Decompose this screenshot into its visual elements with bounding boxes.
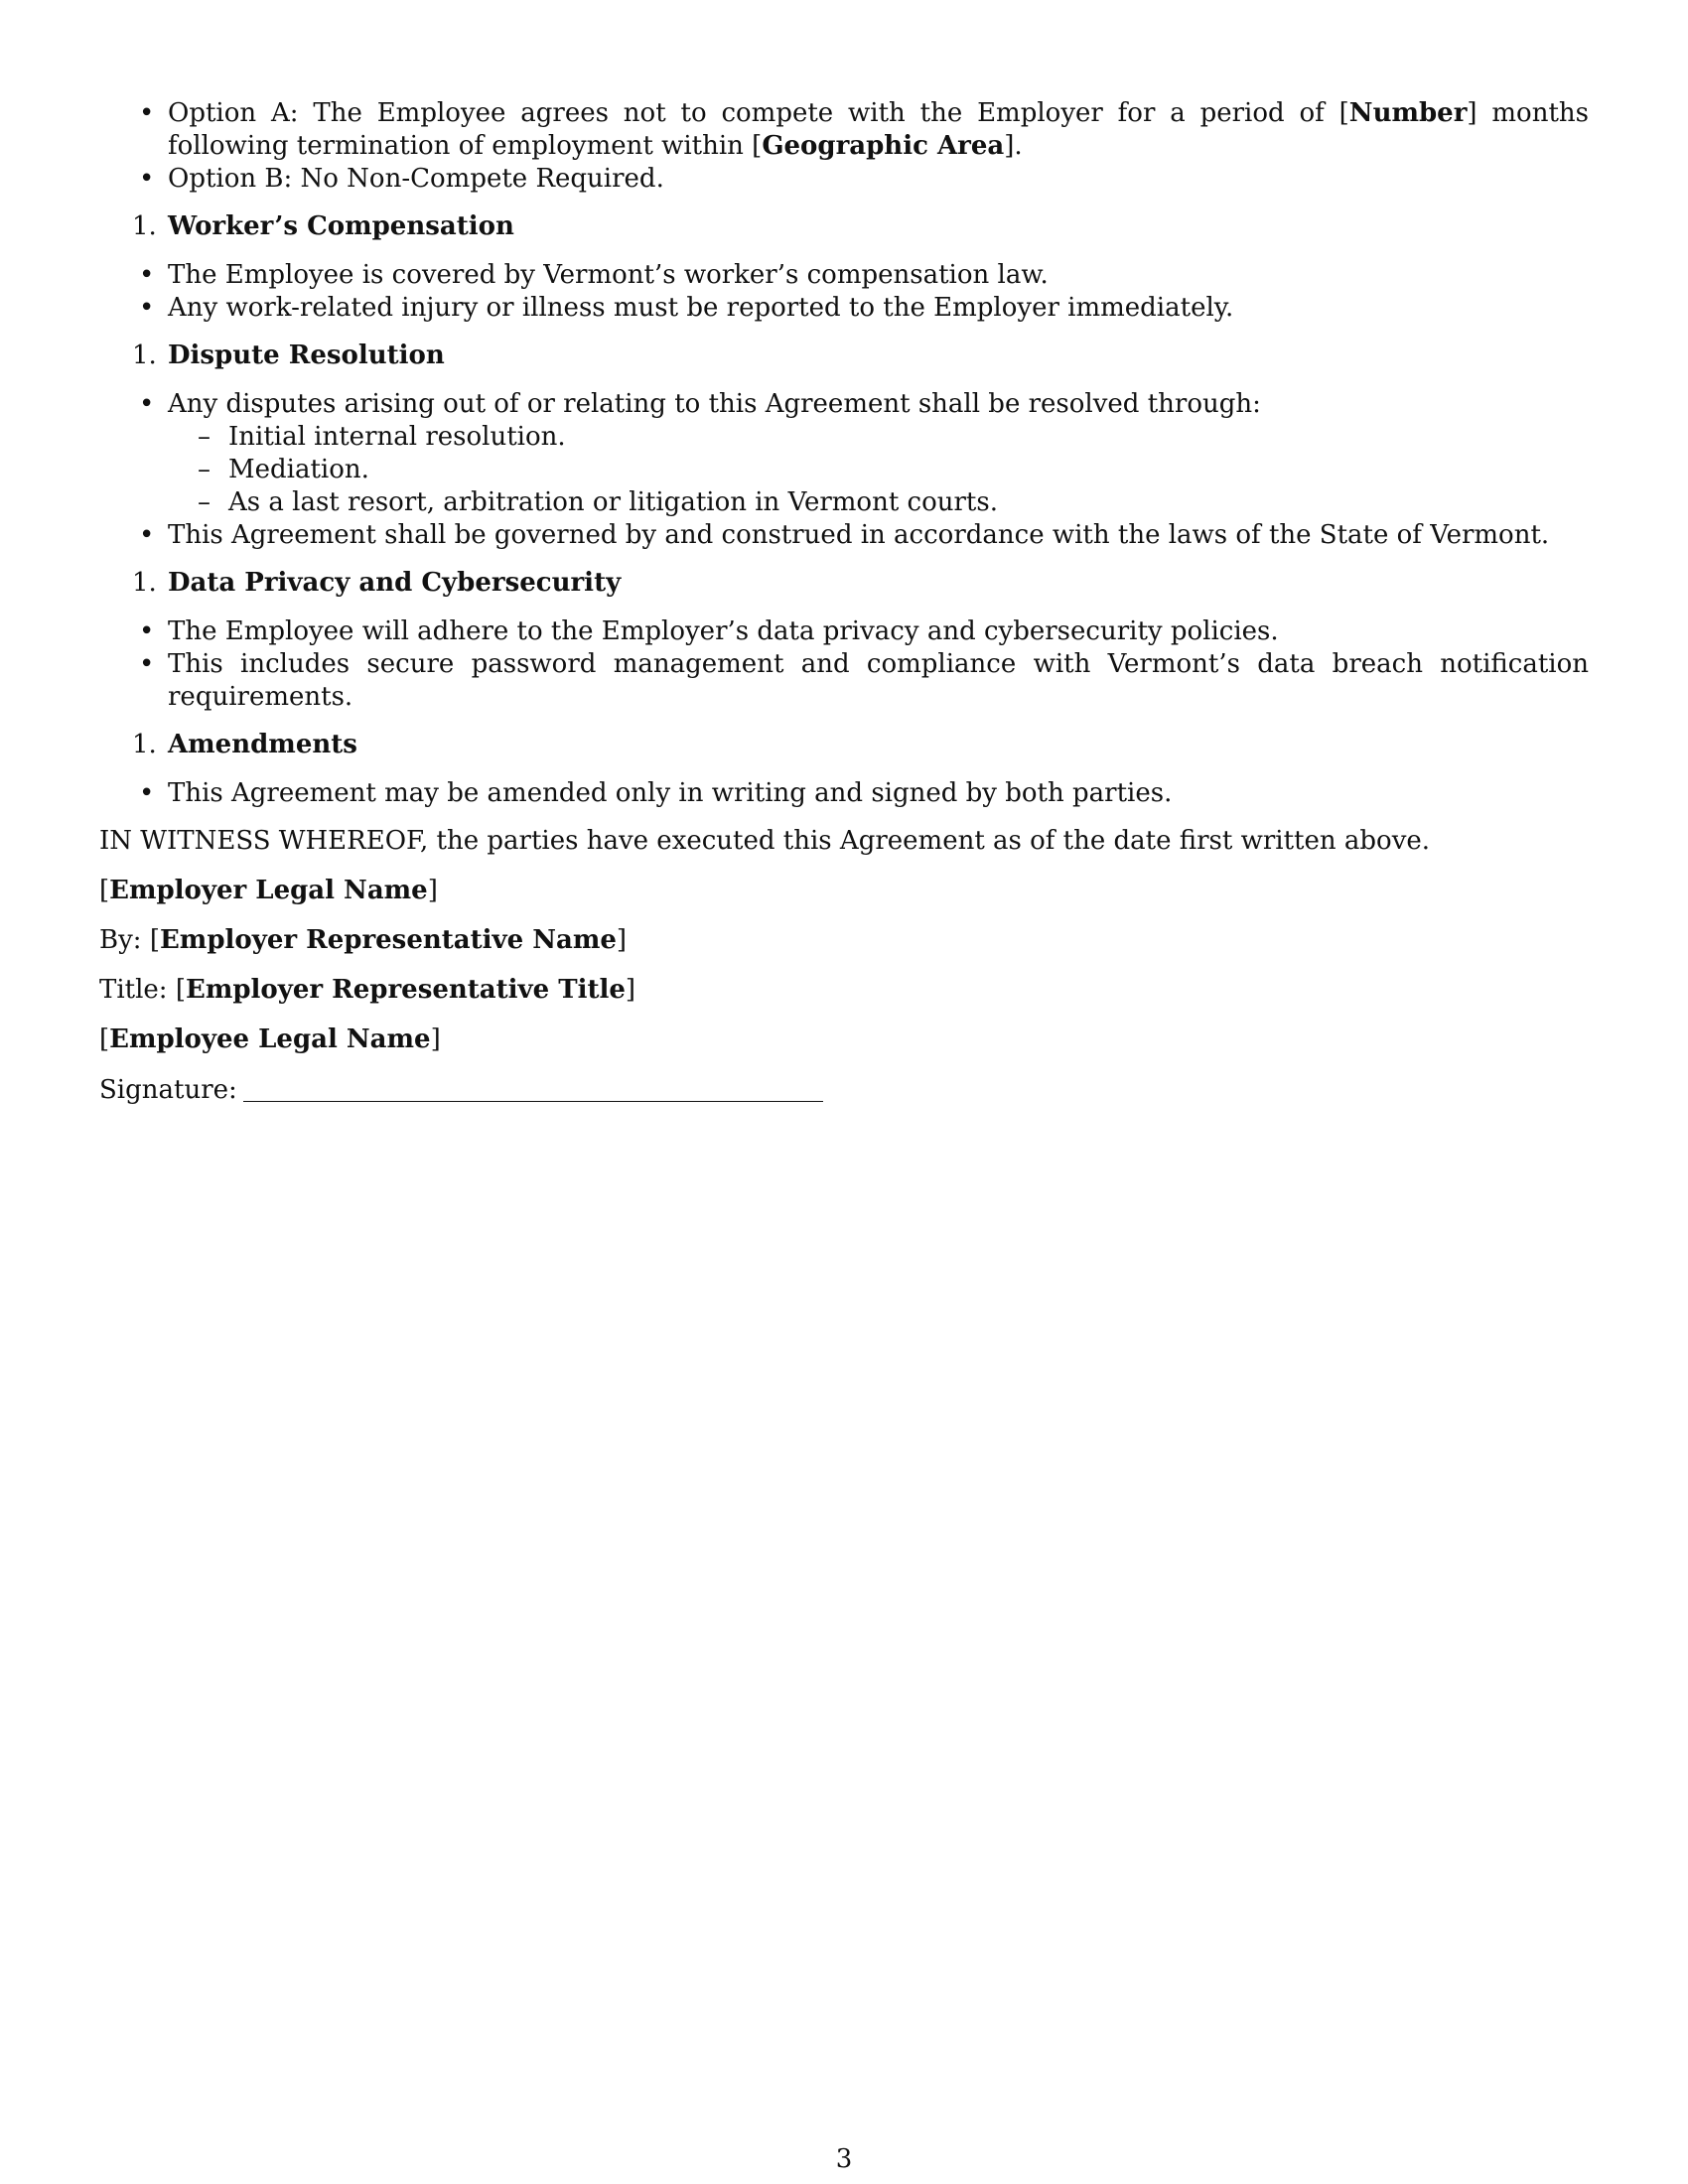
section-number: 1. bbox=[132, 730, 157, 759]
noncompete-option-b: • Option B: No Non-Compete Required. bbox=[99, 163, 1589, 196]
page-number: 3 bbox=[835, 2144, 853, 2174]
section-heading-amendments bbox=[99, 729, 1589, 761]
by-line: By: [Employer Representative Name] bbox=[99, 925, 628, 955]
section-title: Dispute Resolution bbox=[168, 341, 445, 370]
section-heading-dispute-resolution bbox=[99, 340, 1589, 372]
sub-list-item: – Mediation. bbox=[168, 454, 1589, 486]
option-a-text-part: ] months following termination of employment within [ bbox=[168, 98, 1589, 161]
title-line: Title: [Employer Representative Title] bbox=[99, 975, 636, 1005]
employer-legal-name: Employer Legal Name bbox=[109, 876, 428, 905]
sub-list-item: – As a last resort, arbitration or litigation in Vermont courts. bbox=[168, 486, 1589, 519]
geographic-area-placeholder: Geographic Area bbox=[762, 131, 1005, 161]
noncompete-options-list bbox=[99, 97, 1589, 196]
number-placeholder: Number bbox=[1348, 98, 1468, 128]
list-item: • This Agreement may be amended only in writing and signed by both parties. bbox=[99, 777, 1589, 810]
signature-line bbox=[99, 1073, 1589, 1107]
list-item: • The Employee will adhere to the Employer’s data privacy and cybersecurity policies. bbox=[99, 615, 1589, 648]
data-privacy-list bbox=[99, 615, 1589, 714]
section-title: Data Privacy and Cybersecurity bbox=[168, 568, 622, 598]
by-label: By: bbox=[99, 925, 142, 955]
signature-block bbox=[99, 875, 1589, 1107]
list-item: • Any work-related injury or illness must be reported to the Employer immediately. bbox=[99, 292, 1589, 325]
title-label: Title: bbox=[99, 975, 168, 1005]
list-item bbox=[99, 388, 1589, 519]
section-heading-data-privacy bbox=[99, 567, 1589, 600]
employer-legal-name-line: [Employer Legal Name] bbox=[99, 876, 438, 905]
section-title: Amendments bbox=[168, 730, 357, 759]
section-number: 1. bbox=[132, 568, 157, 598]
document-page bbox=[99, 97, 1589, 1107]
employee-legal-name: Employee Legal Name bbox=[109, 1024, 431, 1054]
dispute-steps-list bbox=[168, 421, 1589, 519]
list-item: • This includes secure password management and compliance with Vermont’s data breach notification requirements. bbox=[99, 648, 1589, 714]
section-heading-workers-compensation bbox=[99, 210, 1589, 243]
option-a-text-part: ]. bbox=[1004, 131, 1023, 161]
amendments-list bbox=[99, 777, 1589, 810]
list-item: • This Agreement shall be governed by and construed in accordance with the laws of the State of Vermont. bbox=[99, 519, 1589, 552]
signature-blank[interactable] bbox=[243, 1073, 823, 1102]
sub-list-item: – Initial internal resolution. bbox=[168, 421, 1589, 454]
employer-representative-name: Employer Representative Name bbox=[159, 925, 617, 955]
dispute-intro-text: Any disputes arising out of or relating to this Agreement shall be resolved through: bbox=[168, 389, 1261, 419]
witness-statement: IN WITNESS WHEREOF, the parties have executed this Agreement as of the date first written above. bbox=[99, 826, 1431, 856]
noncompete-option-a bbox=[99, 97, 1589, 163]
option-a-text-part: Option A: The Employee agrees not to compete with the Employer for a period of [ bbox=[168, 98, 1349, 128]
workers-compensation-list bbox=[99, 259, 1589, 325]
section-number: 1. bbox=[132, 341, 157, 370]
section-title: Worker’s Compensation bbox=[168, 211, 514, 241]
employer-representative-title: Employer Representative Title bbox=[186, 975, 626, 1005]
signature-label: Signature: bbox=[99, 1075, 237, 1105]
dispute-resolution-list bbox=[99, 388, 1589, 552]
list-item: • The Employee is covered by Vermont’s worker’s compensation law. bbox=[99, 259, 1589, 292]
section-number: 1. bbox=[132, 211, 157, 241]
employee-legal-name-line: [Employee Legal Name] bbox=[99, 1024, 441, 1054]
